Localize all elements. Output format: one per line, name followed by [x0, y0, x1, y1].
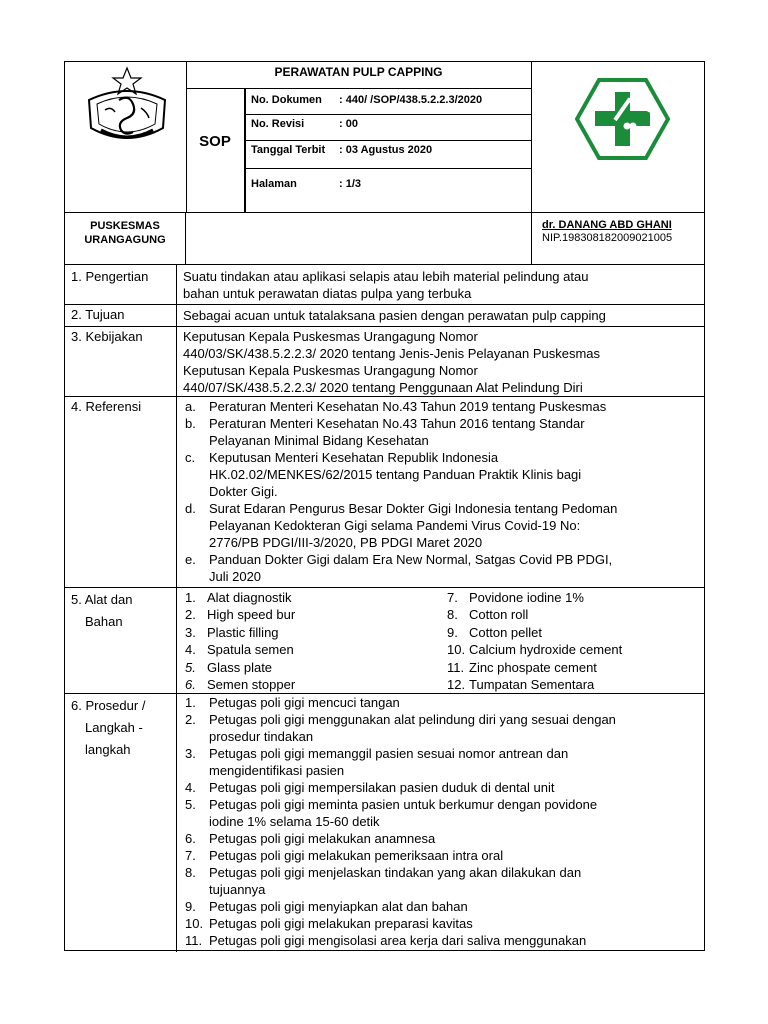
meta-halaman: Halaman : 1/3: [251, 178, 362, 190]
section-content: Sebagai acuan untuk tatalaksana pasien dengan perawatan pulp capping: [183, 308, 606, 323]
header-second-row: [65, 212, 704, 265]
signature-block: [531, 213, 704, 265]
list-item: 6. Semen stopper: [185, 676, 296, 692]
list-item: c. Keputusan Menteri Kesehatan Republik Indonesia HK.02.02/MENKES/62/2015 tentang Panduan Praktik Klinis bagi Dokter Gigi.: [185, 450, 582, 499]
list-item: 5. Petugas poli gigi meminta pasien untuk berkumur dengan povidone iodine 1% selama 15-60 detik: [185, 797, 598, 829]
section-alat-bahan: [65, 587, 704, 694]
section-content: [183, 694, 699, 949]
list-item: b. Peraturan Menteri Kesehatan No.43 Tahun 2016 tentang Standar Pelayanan Minimal Bidang Kesehatan: [185, 416, 585, 448]
puskesmas-name: PUSKESMAS URANGAGUNG: [65, 213, 186, 265]
section-content: Keputusan Kepala Puskesmas Urangagung Nomor 440/03/SK/438.5.2.2.3/ 2020 tentang Jenis-Jenis Pelayanan Puskesmas Keputusan Kepala Puskesmas Urangagung Nomor 440/07/SK/438.5.2.2.3/ 2020 tentang Penggunaan Alat Pelindung Diri: [183, 329, 601, 395]
list-item: 11. Zinc phospate cement: [447, 659, 597, 675]
list-item: 4. Spatula semen: [185, 642, 294, 658]
list-item: d. Surat Edaran Pengurus Besar Dokter Gigi Indonesia tentang Pedoman Pelayanan Kedokteran Gigi selama Pandemi Virus Covid-19 No: 2776/PB PDGI/III-3/2020, PB PDGI Maret 2020: [185, 501, 618, 550]
list-item: 12. Tumpatan Sementara: [447, 676, 595, 692]
section-prosedur: [65, 693, 704, 952]
list-item: 6. Petugas poli gigi melakukan anamnesa: [185, 831, 436, 846]
meta-tanggal-terbit: Tanggal Terbit : 03 Agustus 2020: [245, 141, 531, 169]
list-item: 5. Glass plate: [185, 659, 273, 675]
section-label: 4. Referensi: [65, 397, 177, 588]
section-tujuan: [65, 304, 704, 327]
section-kebijakan: [65, 326, 704, 397]
seal-cell: [65, 62, 187, 212]
list-item: 7. Povidone iodine 1%: [447, 590, 584, 605]
list-item: e. Panduan Dokter Gigi dalam Era New Normal, Satgas Covid PB PDGI, Juli 2020: [185, 552, 613, 584]
list-item: 8. Petugas poli gigi menjelaskan tindakan yang akan dilakukan dan tujuannya: [185, 865, 582, 897]
section-label: 6. Prosedur / Langkah - langkah: [65, 694, 177, 952]
seal-icon: [79, 64, 175, 150]
list-item: 8. Cotton roll: [447, 607, 529, 623]
list-item: 2. High speed bur: [185, 607, 296, 623]
alat-list-left: [183, 589, 295, 693]
section-content: [183, 398, 699, 585]
list-item: 11. Petugas poli gigi mengisolasi area kerja dari saliva menggunakan: [185, 933, 587, 948]
section-label: 1. Pengertian: [65, 265, 177, 305]
list-item: 10. Calcium hydroxide cement: [447, 642, 623, 658]
alat-list-right: [445, 589, 622, 693]
sop-label: SOP: [186, 89, 245, 212]
section-label: 3. Kebijakan: [65, 327, 177, 397]
section-pengertian: [65, 264, 704, 305]
section-referensi: [65, 396, 704, 588]
section-content: Suatu tindakan atau aplikasi selapis atau lebih material pelindung atau bahan untuk perawatan diatas pulpa yang terbuka: [183, 269, 589, 301]
signer-name: dr. DANANG ABD GHANI: [542, 219, 672, 231]
document-title: PERAWATAN PULP CAPPING: [186, 62, 531, 89]
logo-cell: [531, 62, 705, 212]
list-item: 4. Petugas poli gigi mempersilakan pasien duduk di dental unit: [185, 780, 555, 795]
list-item: 7. Petugas poli gigi melakukan pemeriksaan intra oral: [185, 848, 504, 863]
list-item: 2. Petugas poli gigi menggunakan alat pelindung diri yang sesuai dengan prosedur tindakan: [185, 712, 616, 744]
list-item: 9. Petugas poli gigi menyiapkan alat dan bahan: [185, 899, 468, 914]
section-label: 2. Tujuan: [65, 305, 177, 327]
list-item: 1. Petugas poli gigi mencuci tangan: [185, 695, 400, 710]
sop-document: [64, 61, 705, 951]
puskesmas-logo-icon: [575, 78, 670, 160]
list-item: 10. Petugas poli gigi melakukan preparasi kavitas: [185, 916, 473, 931]
list-item: 1. Alat diagnostik: [185, 590, 292, 605]
signer-nip: NIP.198308182009021005: [542, 232, 673, 244]
list-item: 3. Petugas poli gigi memanggil pasien sesuai nomor antrean dan mengidentifikasi pasien: [185, 746, 569, 778]
meta-no-revisi: No. Revisi : 00: [245, 115, 531, 141]
section-label: 5. Alat dan Bahan: [65, 588, 177, 694]
document-header: [65, 62, 704, 264]
list-item: a. Peraturan Menteri Kesehatan No.43 Tahun 2019 tentang Puskesmas: [185, 399, 607, 414]
list-item: 9. Cotton pellet: [447, 624, 542, 640]
list-item: 3. Plastic filling: [185, 624, 279, 640]
meta-no-dokumen: No. Dokumen : 440/ /SOP/438.5.2.2.3/2020: [245, 89, 531, 115]
